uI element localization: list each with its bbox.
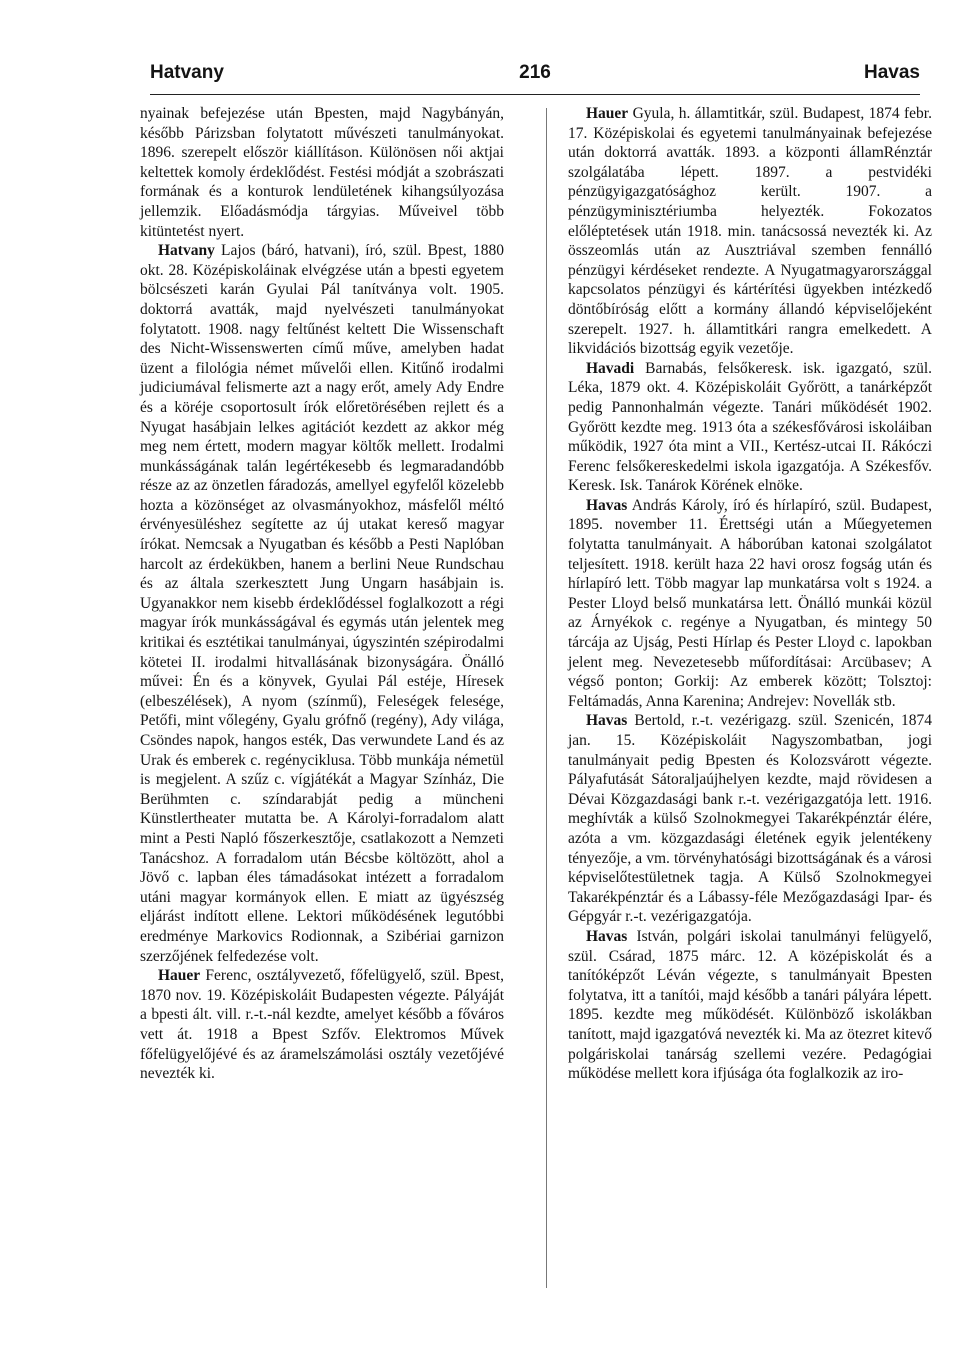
header-left-word: Hatvany (150, 62, 224, 83)
entry-havas-andras-karoly (568, 496, 932, 712)
entry-text: Barnabás, felsőkeresk. isk. igazgató, szül. Léka, 1879 okt. 4. Középiskoláit Győrött, a tanárképzőt pedig Pannonhalmán végezte. Tanári működését 1902. Győrött kezdte meg. 1913 óta a székesfővárosi iskoláiban működik, 1927 óta mint a VII., Kertész-utcai II. Rákóczi Ferenc felsőkereskedelmi iskola igazgatója. A Székesfőv. Keresk. Isk. Tanárok Körének elnöke. (568, 359, 932, 495)
entry-headword: Havas (586, 496, 628, 514)
entry-text: Gyula, h. államtitkár, szül. Budapest, 1874 febr. 17. Középiskolai és egyetemi tanulmányainak befejezése után doktorrá avatták. 1893. a központi államRénztár szolgálatába lépett. 1897. a pestvidéki pénzügyigazgatósághoz került. 1907. a pénzügyminisztériumba helyezték. Fokozatos előléptetések után 1918. min. tanácsossá nevezték ki. Az összeomlás után az Ausztriával szemben fennálló pénzügyi kérdéseket rendezte. A Nyugatmagyarországgal kapcsolatos pénzügyi és kártérítési ügyekben intézkedő döntőbíróság előtt a kormány állandó képviselőjeként szerepelt. 1927. h. államtitkári rangra emelkedett. A likvidációs bizottság egyik vezetője. (568, 105, 932, 358)
entry-text: Lajos (báró, hatvani), író, szül. Bpest, 1880 okt. 28. Középiskoláinak elvégzése után a bpesti egyetem bölcsészeti karán Gyulai Pál tanítványa volt. 1905. doktorrá avatták, majd nyelvészeti tanulmányokat folytatott. 1908. nagy feltűnést keltett Die Wissenschaft des Nicht-Wissenswerten című műve, amelyben hadat üzent a filológia német művelői ellen. Kitűnő irodalmi judiciumával felismerte azt a nagy erőt, amely Ady Endre és a köréje csoportosult írók előretörésében rejlett és a Nyugat hasábjain lelkes agitációt kezdett az akkor még meg nem értett, modern magyar költők mellett. Irodalmi munkásságának talán legértékesebb és legmaradandóbb része az az önzetlen fáradozás, amellyel egyfelől közelebb hozta a közönséget az olvasmányokhoz, másfelől méltó érvényesüléshez segítette az új utakat kereső magyar írókat. Nemcsak a Nyugatban és később a Pesti Naplóban harcolt az érdekükben, hanem a berlini Neue Rundschau és az általa szerkesztett Jung Ungarn hasábjain is. Ugyanakkor nem kisebb érdeklődéssel foglalkozott a régi magyar írók munkásságával és egymás után jelentek meg kritikai és esztétikai tanulmányai, úgyszintén szépirodalmi kötetei II. irodalmi hitvallásának bizonyságára. Önálló művei: Én és a könyvek, Gyulai Pál estéje, Híresek (elbeszélések), A nyom (színmű), Feleségek felesége, Petőfi, mint vőlegény, Gyalu grófnő (regény), Ady világa, Csöndes napok, hangos esték, Das verwundete Land és az Urak és emberek c. regényciklusa. Több munkája németül is megjelent. A szűz c. vígjátékát a Magyar Színház, Die Berühmten c. színdarabját pedig a müncheni Künstlertheater mutatta be. A Károlyi-forradalom alatt mint a Pesti Napló főszerkesztője, csatlakozott a Nemzeti Tanácshoz. A forradalom után Bécsbe költözött, ahol a Jövő c. lapban éles támadásokat intézett a forradalom utáni magyar kormányok ellen. E miatt az ügyészség eljárást indított ellene. Lektori működésének legutóbbi eredménye Markovics Rodionnak, a Szibériai garnizon szerzőjének felfedezése volt. (140, 242, 504, 965)
running-header (150, 62, 920, 95)
entry-hauer-gyula (568, 104, 932, 359)
entry-havas-istvan (568, 927, 932, 1084)
entry-headword: Hatvany (158, 242, 215, 260)
right-column (568, 104, 932, 1084)
entry-text: István, polgári iskolai tanulmányi felügyelő, szül. Csárad, 1875 márc. 12. A középiskolát és a tanítóképzőt Léván végezte, s tanulmányait Bpesten folytatva, itt a tanítói, majd később a tanári pályára lépett. 1895. kezdte meg működését. Különböző iskolákban tanított, majd igazgatóvá nevezték ki. Ma az ötezret kitevő polgáriskolai tanárság szellemi vezére. Pedagógiai működése mellett kora ifjúsága óta foglalkozik az iro- (568, 927, 932, 1083)
entry-hatvany-lajos (140, 241, 504, 966)
entry-hauer-ferenc (140, 966, 504, 1084)
entry-headword: Hauer (586, 105, 629, 122)
entry-havas-bertold (568, 711, 932, 927)
entry-text: Bertold, r.-t. vezérigazg. szül. Szenicén, 1874 jan. 15. Középiskoláit Nagyszombatban, jogi tanulmányait pedig Bpesten és Kolozsvárott végezte. Pályafutását Sátoraljaújhelyen kezdte, majd rövidesen a Dévai Közgazdasági bank r.-t. vezérigazgatója lett. 1916. meghívták a külső Szolnokmegyei Takarékpénztár élére, azóta a vm. közgazdasági életének egyik jelentékeny tényezője, a vm. törvényhatósági bizottságának és a városi képviselőtestületnek tagja. A Külső Szolnokmegyei Takarékpénztár és a Lábassy-féle Mezőgazdasági Ipar- és Gépgyár r.-t. vezérigazgatója. (568, 712, 932, 926)
left-column (140, 104, 504, 1084)
entry-headword: Havadi (586, 359, 635, 377)
page-number: 216 (519, 62, 551, 83)
entry-text: Ferenc, osztályvezető, főfelügyelő, szül. Bpest, 1870 nov. 19. Középiskoláit Budapesten végezte. Pályáját a bpesti ált. vill. r.-t.-nál kezdte, amelyet később a főváros vett át. 1918 a Bpest Szfőv. Elektromos Művek főfelügyelőjévé és az áramelszámolási osztály vezetőjévé nevezték ki. (140, 967, 504, 1083)
entry-headword: Havas (586, 927, 628, 945)
entry-text: András Károly, író és hírlapíró, szül. Budapest, 1895. november 11. Érettségi után a Műegyetemen folytatta tanulmányait. A háborúban katonai szolgálatot teljesített. 1918. került haza 22 havi orosz fogság után és hírlapíró lett. Több magyar lap munkatársa volt s 1924. a Pester Lloyd belső munkatársa lett. Önálló munkái közül az Árnyékok c. regénye a Nyugatban, és mintegy 50 tárcája az Ujság, Pesti Hírlap és Pester Lloyd c. lapokban jelent meg. Nevezetesebb műfordításai: Arcübasev; A végső ponton; Gorkij: Az emberek között; Tolsztoj: Feltámadás, Anna Karenina; Andrejev: Novellák stb. (568, 496, 932, 710)
entry-headword: Havas (586, 712, 628, 730)
entry-continuation (140, 104, 504, 241)
entry-text: nyainak befejezése után Bpesten, majd Nagybányán, később Párizsban folytatott művészeti tanulmányokat. 1896. szerepelt először kiállításon. Különösen női aktjai keltettek komoly érdeklődést. Festési módját a szobrászati formának és a konturok lendületének kihangsúlyozása jellemzik. Előadásmódja tárgyias. Műveivel több kitüntetést nyert. (140, 105, 504, 240)
column-divider (546, 108, 547, 1288)
entry-havadi-barnabas (568, 359, 932, 496)
entry-headword: Hauer (158, 967, 201, 985)
header-right-word: Havas (864, 62, 920, 83)
